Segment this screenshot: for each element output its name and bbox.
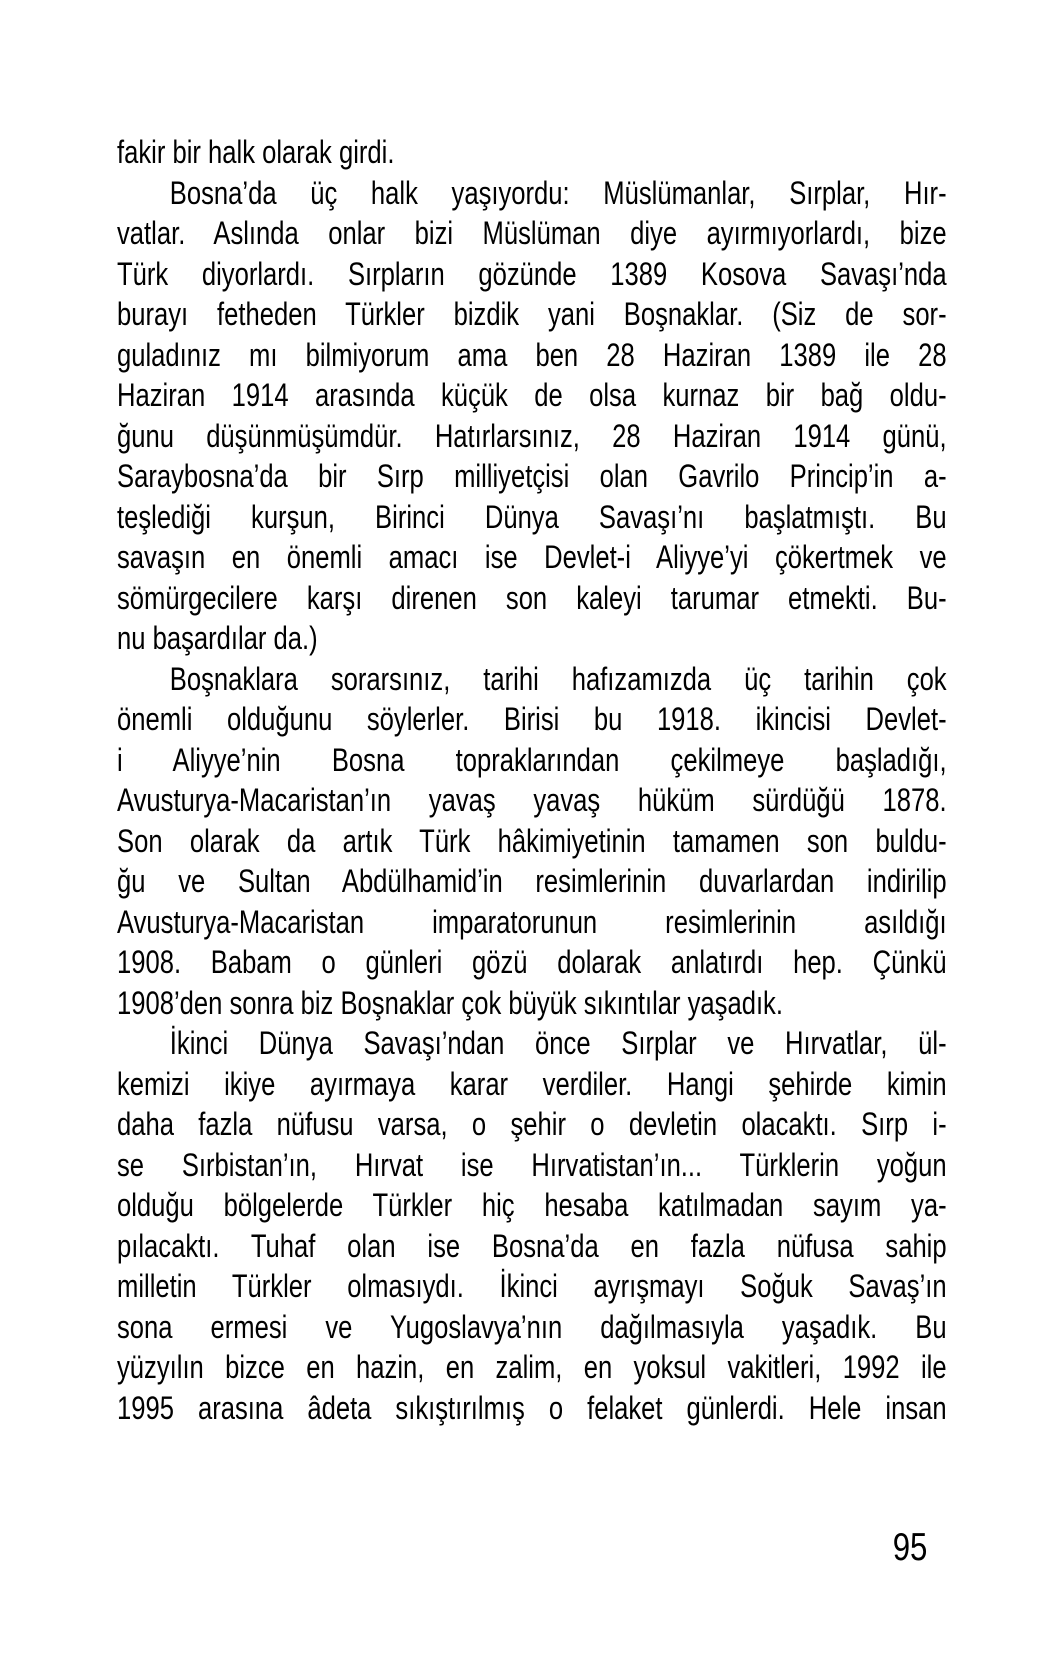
text-line: ğunu düşünmüşümdür. Hatırlarsınız, 28 Haziran 1914 günü, [117,417,947,454]
page-number: 95 [892,1526,928,1569]
text-line: Boşnaklara sorarsınız, tarihi hafızamızda üç tarihin çok [169,660,947,697]
text-line: nu başardılar da.) [117,620,318,656]
text-line: daha fazla nüfusu varsa, o şehir o devletin olacaktı. Sırp i- [117,1106,947,1142]
text-line: İkinci Dünya Savaşı’ndan önce Sırplar ve Hırvatlar, ül- [169,1025,947,1061]
text-line: ğu ve Sultan Abdülhamid’in resimlerinin duvarlardan indirilip [117,863,947,899]
text-line: 1908’den sonra biz Boşnaklar çok büyük sıkıntılar yaşadık. [117,984,783,1021]
text-line: Avusturya-Macaristan’ın yavaş yavaş hüküm sürdüğü 1878. [117,782,947,818]
text-line: olduğu bölgelerde Türkler hiç hesaba katılmadan sayım ya- [117,1187,947,1223]
text-line: Saraybosna’da bir Sırp milliyetçisi olan Gavrilo Princip’in a- [117,458,947,494]
text-line: vatlar. Aslında onlar bizi Müslüman diye ayırmıyorlardı, bize [117,215,947,251]
text-line: savaşın en önemli amacı ise Devlet-i Aliyye’yi çökertmek ve [117,539,947,575]
text-line: önemli olduğunu söylerler. Birisi bu 1918. ikincisi Devlet- [117,701,947,737]
text-line: teşlediği kurşun, Birinci Dünya Savaşı’nı başlatmıştı. Bu [117,498,947,535]
text-line: kemizi ikiye ayırmaya karar verdiler. Hangi şehirde kimin [117,1065,947,1102]
text-line: Haziran 1914 arasında küçük de olsa kurnaz bir bağ oldu- [117,377,947,413]
text-line: pılacaktı. Tuhaf olan ise Bosna’da en fazla nüfusa sahip [117,1227,947,1264]
text-line: sona ermesi ve Yugoslavya’nın dağılmasıyla yaşadık. Bu [117,1308,947,1345]
text-line: 1908. Babam o günleri gözü dolarak anlatırdı hep. Çünkü [117,944,947,980]
text-line: sömürgecilere karşı direnen son kaleyi tarumar etmekti. Bu- [117,579,947,616]
text-line: Son olarak da artık Türk hâkimiyetinin tamamen son buldu- [117,822,947,859]
text-line: yüzyılın bizce en hazin, en zalim, en yoksul vakitleri, 1992 ile [117,1349,947,1385]
text-line: Avusturya-Macaristan imparatorunun resimlerinin asıldığı [117,903,947,940]
text-line: Türk diyorlardı. Sırpların gözünde 1389 Kosova Savaşı’nda [117,255,947,292]
text-line: se Sırbistan’ın, Hırvat ise Hırvatistan’ın... Türklerin yoğun [117,1146,947,1183]
body-text [117,132,947,1428]
text-line: 1995 arasına âdeta sıkıştırılmış o felaket günlerdi. Hele insan [117,1389,947,1426]
text-line: guladınız mı bilmiyorum ama ben 28 Haziran 1389 ile 28 [117,336,947,373]
text-line: fakir bir halk olarak girdi. [117,134,395,170]
text-line: burayı fetheden Türkler bizdik yani Boşnaklar. (Siz de sor- [117,296,947,332]
text-line: milletin Türkler olmasıydı. İkinci ayrışmayı Soğuk Savaş’ın [117,1268,947,1304]
text-line: i Aliyye’nin Bosna topraklarından çekilmeye başladığı, [117,741,947,778]
text-line: Bosna’da üç halk yaşıyordu: Müslümanlar, Sırplar, Hır- [169,174,947,211]
